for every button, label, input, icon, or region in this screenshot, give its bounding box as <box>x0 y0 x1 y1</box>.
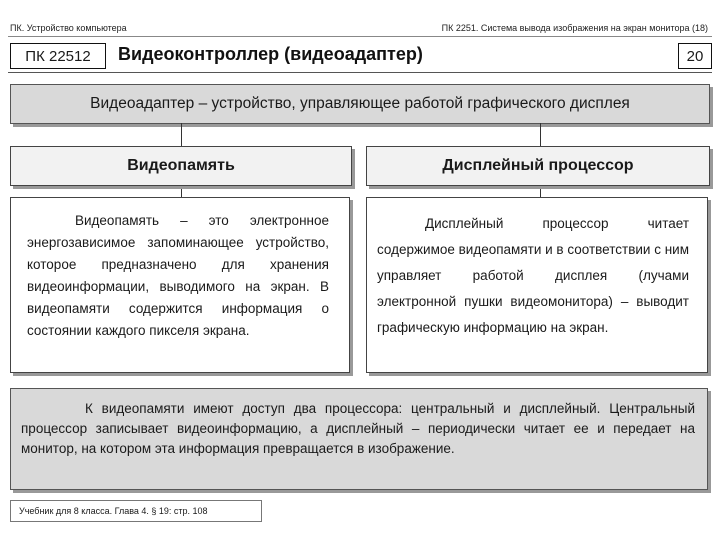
connector-left-lower <box>181 185 182 197</box>
display-processor-heading: Дисплейный процессор <box>442 157 634 174</box>
video-memory-description-box <box>10 197 350 373</box>
video-memory-heading-box <box>10 146 352 186</box>
definition-box <box>10 84 710 124</box>
summary-text: К видеопамяти имеют доступ два процессора: центральный и дисплейный. Центральный процессор записывает видеоинформацию, а дисплейный – периодически читает ее и передает на монитор, на котором эта информация превращается в изображение. <box>21 401 695 456</box>
display-processor-description-box <box>366 197 708 373</box>
video-memory-heading: Видеопамять <box>127 157 235 174</box>
definition-text: Видеоадаптер – устройство, управляющее работой графического дисплея <box>90 95 630 112</box>
video-memory-description: Видеопамять – это электронное энергозависимое запоминающее устройство, которое предназначено для хранения видеоинформации, выводимого на экран. В видеопамяти содержится информация о состоянии каждого пикселя экрана. <box>27 213 329 338</box>
slide-code-box: ПК 22512 <box>10 43 106 69</box>
summary-box <box>10 388 708 490</box>
textbook-reference-text: Учебник для 8 класса. Глава 4. § 19: стр. 108 <box>19 506 208 516</box>
slide-number-box: 20 <box>678 43 712 69</box>
display-processor-heading-box <box>366 146 710 186</box>
connector-left <box>181 123 182 146</box>
header-divider <box>8 36 712 37</box>
connector-right <box>540 123 541 146</box>
connector-right-lower <box>540 185 541 197</box>
header-course-label: ПК. Устройство компьютера <box>10 23 127 33</box>
header-topic-label: ПК 2251. Система вывода изображения на экран монитора (18) <box>441 23 708 33</box>
display-processor-description: Дисплейный процессор читает содержимое видеопамяти и в соответствии с ним управляет работой дисплея (лучами электронной пушки видеомонитора) – выводит графическую информацию на экран. <box>377 216 689 335</box>
title-divider <box>8 72 712 73</box>
textbook-reference <box>10 500 262 522</box>
slide-title: Видеоконтроллер (видеоадаптер) <box>118 44 423 64</box>
